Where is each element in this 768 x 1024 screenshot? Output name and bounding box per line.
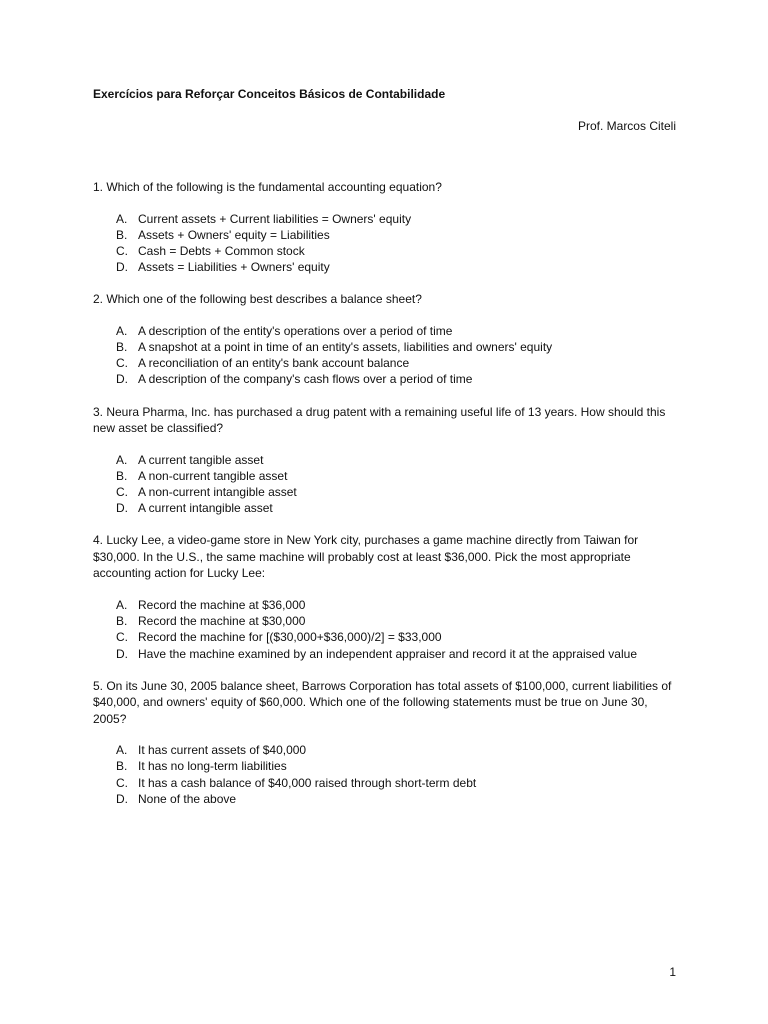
question-text: 2. Which one of the following best describes a balance sheet?	[93, 292, 422, 307]
option-letter: C.	[116, 485, 128, 500]
option-list	[93, 323, 677, 388]
document-author: Prof. Marcos Citeli	[577, 119, 676, 133]
option-letter: B.	[116, 759, 128, 774]
option-text: A current intangible asset	[138, 501, 273, 516]
option-a	[93, 323, 677, 339]
question-2	[93, 291, 677, 387]
option-text: A non-current tangible asset	[138, 468, 288, 483]
option-a	[93, 742, 677, 758]
option-letter: B.	[116, 340, 128, 355]
option-text: It has no long-term liabilities	[138, 759, 287, 774]
option-d	[93, 500, 677, 516]
option-text: A snapshot at a point in time of an entity's assets, liabilities and owners' equity	[138, 340, 553, 355]
option-text: Record the machine at $30,000	[138, 614, 306, 629]
option-letter: A.	[116, 323, 128, 338]
option-letter: B.	[116, 227, 128, 242]
option-letter: A.	[116, 597, 128, 612]
option-letter: D.	[116, 791, 128, 806]
option-text: A description of the entity's operations over a period of time	[138, 323, 453, 338]
option-text: Assets = Liabilities + Owners' equity	[138, 260, 330, 275]
option-text: It has a cash balance of $40,000 raised through short-term debt	[138, 775, 477, 790]
option-a	[93, 452, 677, 468]
option-text: A description of the company's cash flows over a period of time	[138, 372, 473, 387]
option-list	[93, 211, 677, 276]
option-a	[93, 211, 677, 227]
option-b	[93, 758, 677, 774]
option-list	[93, 452, 677, 517]
question-5	[93, 678, 677, 807]
question-3	[93, 404, 677, 517]
option-list	[93, 742, 677, 807]
option-b	[93, 339, 677, 355]
option-list	[93, 597, 677, 662]
option-letter: D.	[116, 260, 128, 275]
question-text: 3. Neura Pharma, Inc. has purchased a drug patent with a remaining useful life of 13 years. How should this new asset be classified?	[93, 404, 666, 436]
option-text: A non-current intangible asset	[138, 485, 297, 500]
option-c	[93, 775, 677, 791]
option-letter: A.	[116, 211, 128, 226]
option-d	[93, 791, 677, 807]
document-title: Exercícios para Reforçar Conceitos Básicos de Contabilidade	[93, 87, 446, 101]
option-text: Current assets + Current liabilities = Owners' equity	[138, 211, 412, 226]
option-letter: A.	[116, 743, 128, 758]
option-text: Record the machine for [($30,000+$36,000)/2] = $33,000	[138, 630, 442, 645]
option-text: Record the machine at $36,000	[138, 597, 306, 612]
option-d	[93, 259, 677, 275]
option-text: Assets + Owners' equity = Liabilities	[138, 227, 330, 242]
option-text: Cash = Debts + Common stock	[138, 243, 305, 258]
option-b	[93, 613, 677, 629]
option-d	[93, 646, 677, 662]
option-c	[93, 355, 677, 371]
option-a	[93, 597, 677, 613]
question-text: 1. Which of the following is the fundamental accounting equation?	[93, 180, 442, 194]
page-number: 1	[669, 965, 676, 979]
option-c	[93, 629, 677, 645]
option-letter: D.	[116, 501, 128, 516]
question-text: 4. Lucky Lee, a video-game store in New York city, purchases a game machine directly from Taiwan for $30,000. In the U.S., the same machine will probably cost at least $36,000. Pick the most appropriate accounting action for Lucky Lee:	[93, 533, 639, 581]
option-b	[93, 227, 677, 243]
option-letter: D.	[116, 646, 128, 661]
option-b	[93, 468, 677, 484]
question-1	[93, 179, 677, 275]
option-text: A reconciliation of an entity's bank account balance	[138, 356, 410, 371]
option-text: None of the above	[138, 791, 237, 806]
option-letter: C.	[116, 243, 128, 258]
question-4	[93, 532, 677, 661]
option-letter: B.	[116, 614, 128, 629]
option-text: It has current assets of $40,000	[138, 743, 307, 758]
option-letter: C.	[116, 775, 128, 790]
question-list	[93, 179, 677, 823]
option-text: Have the machine examined by an independent appraiser and record it at the appraised value	[138, 646, 637, 661]
option-c	[93, 243, 677, 259]
option-d	[93, 371, 677, 387]
option-text: A current tangible asset	[138, 452, 264, 467]
option-letter: A.	[116, 452, 128, 467]
option-letter: C.	[116, 356, 128, 371]
question-text: 5. On its June 30, 2005 balance sheet, Barrows Corporation has total assets of $100,000, current liabilities of $40,000, and owners' equity of $60,000. Which one of the following statements must be true on June 30, 2005?	[93, 678, 672, 726]
option-letter: C.	[116, 630, 128, 645]
option-letter: D.	[116, 372, 128, 387]
option-letter: B.	[116, 468, 128, 483]
option-c	[93, 484, 677, 500]
